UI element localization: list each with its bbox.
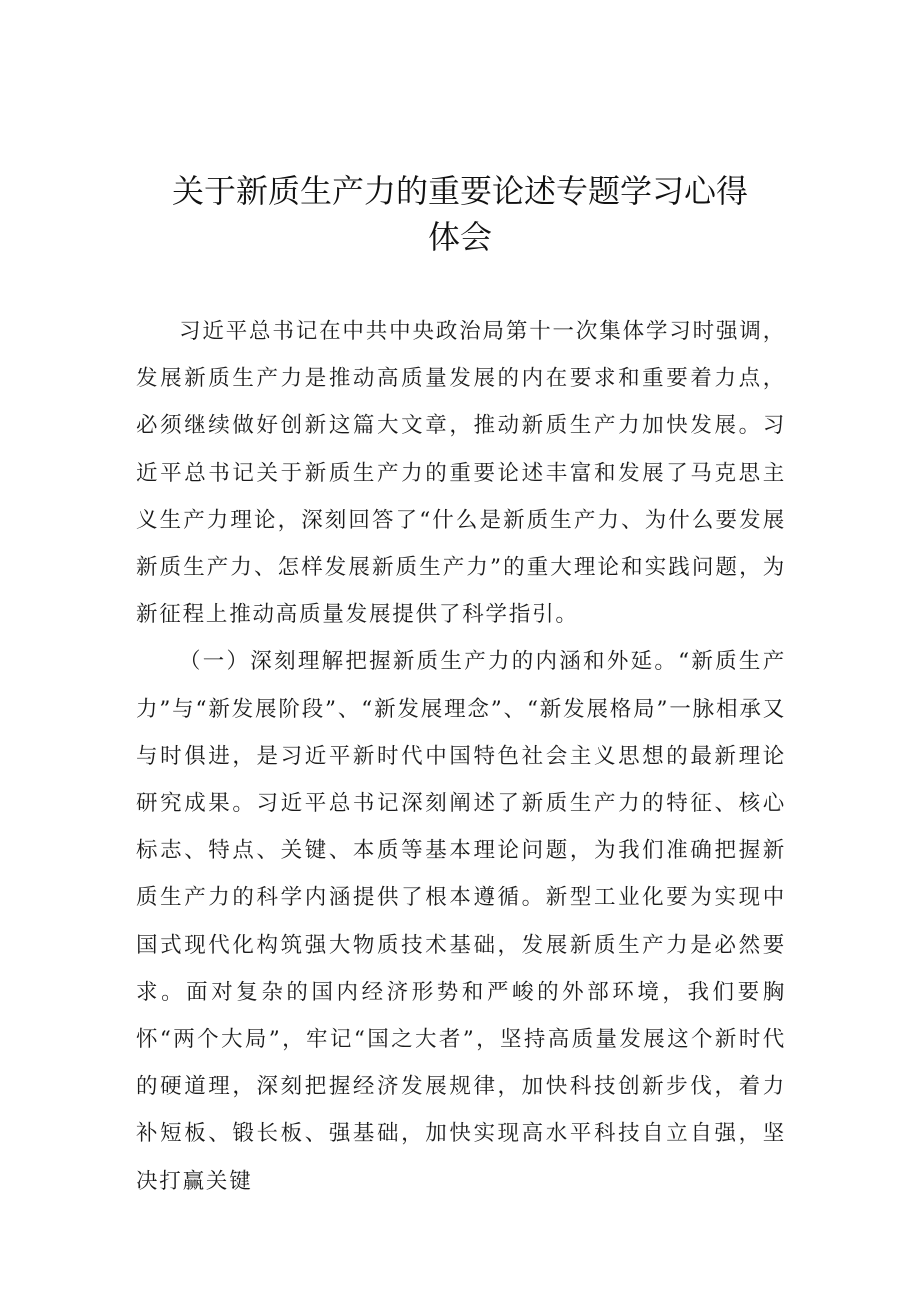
paragraph-section-1: （一）深刻理解把握新质生产力的内涵和外延。“新质生产力”与“新发展阶段”、“新发展理念”、“新发展格局”一脉相承又与时俱进，是习近平新时代中国特色社会主义思想的最新理论研究成果。习近平总书记深刻阐述了新质生产力的特征、核心标志、特点、关键、本质等基本理论问题，为我们准确把握新质生产力的科学内涵提供了根本遵循。新型工业化要为实现中国式现代化构筑强大物质技术基础，发展新质生产力是必然要求。面对复杂的国内经济形势和严峻的外部环境，我们要胸怀“两个大局”，牢记“国之大者”，坚持高质量发展这个新时代的硬道理，深刻把握经济发展规律，加快科技创新步伐，着力补短板、锻长板、强基础，加快实现高水平科技自立自强，坚决打赢关键 [136, 649, 786, 1194]
document-title [130, 168, 790, 260]
paragraph-intro: 习近平总书记在中共中央政治局第十一次集体学习时强调，发展新质生产力是推动高质量发展的内在要求和重要着力点，必须继续做好创新这篇大文章，推动新质生产力加快发展。习近平总书记关于新质生产力的重要论述丰富和发展了马克思主义生产力理论，深刻回答了“什么是新质生产力、为什么要发展新质生产力、怎样发展新质生产力”的重大理论和实践问题，为新征程上推动高质量发展提供了科学指引。 [136, 319, 786, 628]
title-line-1: 关于新质生产力的重要论述专题学习心得 [171, 172, 748, 210]
document-body [136, 308, 786, 1205]
title-line-2: 体会 [427, 218, 492, 256]
